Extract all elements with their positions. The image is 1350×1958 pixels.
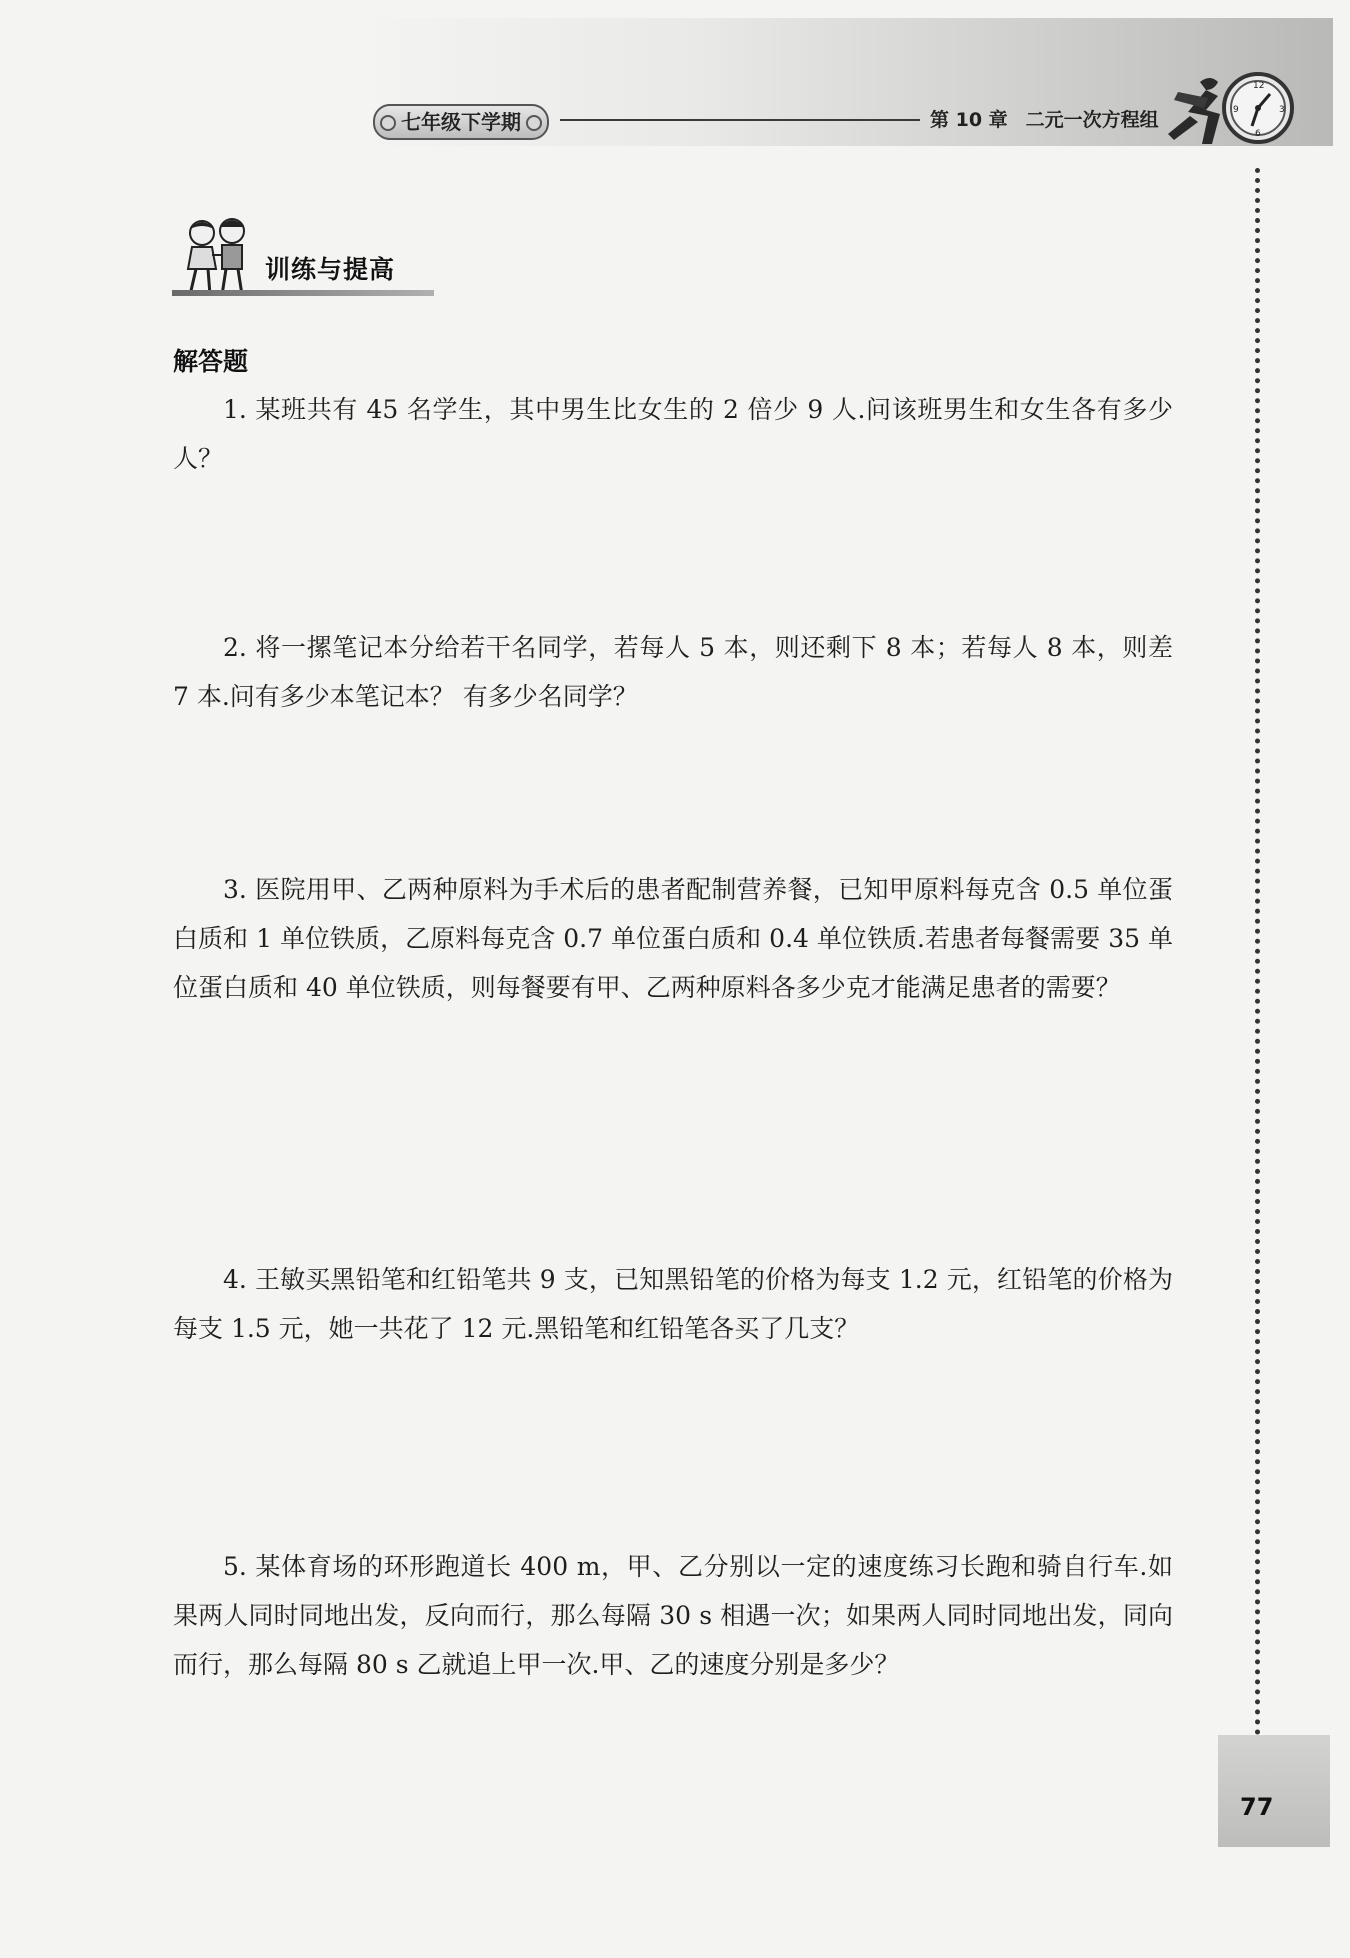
svg-text:6: 6 <box>1255 129 1261 139</box>
problem-5: 5. 某体育场的环形跑道长 400 m，甲、乙分别以一定的速度练习长跑和骑自行车.如果两人同时同地出发，反向而行，那么每隔 30 s 相遇一次；如果两人同时同地出发，同向而行，那么每隔 80 s 乙就追上甲一次.甲、乙的速度分别是多少？ <box>173 1552 1173 1679</box>
grade-label: 七年级下学期 <box>373 104 549 140</box>
kids-icon <box>172 215 260 301</box>
section-title: 训练与提高 <box>265 255 396 284</box>
svg-text:3: 3 <box>1279 105 1285 115</box>
chapter-title <box>930 105 1159 132</box>
problem-3: 3. 医院用甲、乙两种原料为手术后的患者配制营养餐，已知甲原料每克含 0.5 单位蛋白质和 1 单位铁质，乙原料每克含 0.7 单位蛋白质和 0.4 单位铁质.若患者每餐需要 35 单位蛋白质和 40 单位铁质，则每餐要有甲、乙两种原料各多少克才能满足患者的需要？ <box>173 875 1173 1002</box>
chapter-number: 第 10 章 <box>930 109 1008 131</box>
chapter-topic: 二元一次方程组 <box>1025 109 1159 131</box>
page-number: 77 <box>1240 1793 1274 1821</box>
header-divider <box>560 119 920 121</box>
problem-2: 2. 将一摞笔记本分给若干名同学，若每人 5 本，则还剩下 8 本；若每人 8 本，则差 7 本.问有多少本笔记本？ 有多少名同学？ <box>173 633 1173 711</box>
runner-compass-icon <box>1160 60 1300 160</box>
problem-1: 1. 某班共有 45 名学生，其中男生比女生的 2 倍少 9 人.问该班男生和女生各有多少人？ <box>173 395 1173 473</box>
margin-dotted-rule <box>1255 168 1260 1736</box>
question-type-heading: 解答题 <box>173 347 249 376</box>
svg-text:12: 12 <box>1253 81 1265 91</box>
section-underline <box>172 290 434 296</box>
page-number-tab <box>1218 1735 1330 1847</box>
problem-4: 4. 王敏买黑铅笔和红铅笔共 9 支，已知黑铅笔的价格为每支 1.2 元，红铅笔的价格为每支 1.5 元，她一共花了 12 元.黑铅笔和红铅笔各买了几支？ <box>173 1265 1173 1343</box>
svg-text:9: 9 <box>1233 105 1239 115</box>
